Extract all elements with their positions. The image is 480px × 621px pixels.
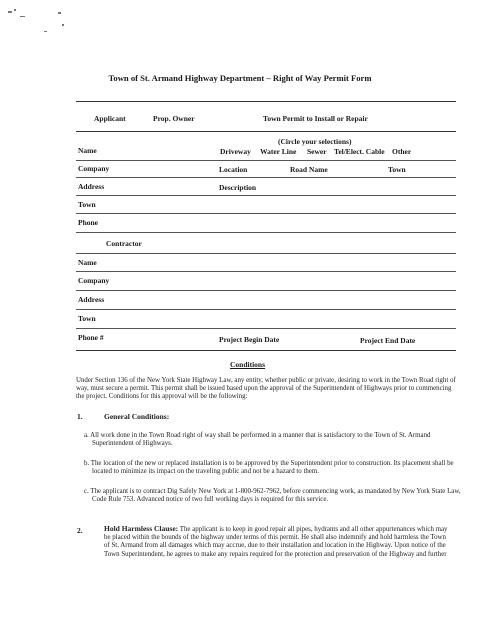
field-line bbox=[76, 160, 456, 161]
scan-speck bbox=[20, 16, 25, 17]
field-line bbox=[76, 328, 456, 329]
applicant-company-label: Company bbox=[78, 164, 110, 173]
section-2-number: 2. bbox=[77, 526, 83, 535]
field-line bbox=[76, 290, 456, 291]
contractor-phone-label: Phone # bbox=[78, 333, 104, 342]
field-line bbox=[76, 253, 456, 254]
divider bbox=[76, 131, 456, 132]
contractor-name-label: Name bbox=[78, 258, 97, 267]
location-label: Location bbox=[219, 165, 248, 174]
field-line bbox=[76, 232, 456, 233]
scan-speck bbox=[58, 12, 61, 14]
circle-instruction: (Circle your selections) bbox=[278, 137, 352, 146]
permit-to-heading: Town Permit to Install or Repair bbox=[263, 114, 368, 123]
description-label: Description bbox=[219, 183, 257, 192]
applicant-town-label: Town bbox=[78, 200, 96, 209]
option-sewer[interactable]: Sewer bbox=[307, 147, 327, 156]
scan-speck bbox=[14, 9, 16, 11]
field-line bbox=[76, 271, 456, 272]
divider bbox=[76, 350, 456, 351]
field-line bbox=[76, 177, 456, 178]
project-begin-date-label: Project Begin Date bbox=[219, 335, 280, 344]
scan-speck bbox=[62, 24, 64, 26]
option-driveway[interactable]: Driveway bbox=[220, 147, 251, 156]
applicant-address-label: Address bbox=[78, 182, 105, 191]
conditions-heading: Conditions bbox=[230, 360, 266, 369]
road-name-label: Road Name bbox=[290, 165, 328, 174]
scan-speck bbox=[8, 11, 12, 13]
form-title: Town of St. Armand Highway Department – Right of Way Permit Form bbox=[108, 73, 372, 83]
contractor-address-label: Address bbox=[78, 295, 105, 304]
section-2-heading: Hold Harmless Clause: bbox=[104, 524, 179, 533]
location-town-label: Town bbox=[388, 165, 406, 174]
condition-c: c. The applicant is to contract Dig Safely New York at 1-800-962-7962, before commencing work, as mandated by New York State Law, Code Rule 753. Advanced notice of two full working days is required for this service. bbox=[84, 488, 461, 504]
condition-b: b. The location of the new or replaced installation is to be approved by the Superintendent prior to construction. Its placement shall be located to minimize its impact on the traveling public and not be a hazard to them. bbox=[84, 460, 454, 476]
section-2-paragraph bbox=[104, 525, 450, 559]
section-1-number: 1. bbox=[77, 412, 83, 421]
divider bbox=[76, 101, 456, 102]
option-tel-cable[interactable]: Tel/Elect. Cable bbox=[334, 147, 385, 156]
option-other[interactable]: Other bbox=[392, 147, 412, 156]
applicant-heading: Applicant bbox=[94, 114, 126, 123]
field-line bbox=[76, 195, 456, 196]
applicant-name-label: Name bbox=[78, 146, 97, 155]
field-line bbox=[76, 309, 456, 310]
intro-paragraph: Under Section 136 of the New York State Highway Law, any entity, whether public or private, desiring to work in the Town Road right of way, must secure a permit. This permit shall be issued based upon the approval of the Superintendent of Highways prior to commencing the project. Conditions for this approval will be the following: bbox=[76, 377, 456, 401]
option-water-line[interactable]: Water Line bbox=[260, 147, 297, 156]
section-1-heading: General Conditions: bbox=[104, 412, 170, 421]
applicant-phone-label: Phone bbox=[78, 218, 99, 227]
contractor-town-label: Town bbox=[78, 314, 96, 323]
scan-speck bbox=[44, 31, 47, 32]
condition-a: a. All work done in the Town Road right of way shall be performed in a manner that is satisfactory to the Town of St. Armand Superintendent of Highways. bbox=[84, 432, 431, 448]
contractor-heading: Contractor bbox=[106, 239, 142, 248]
field-line bbox=[76, 213, 456, 214]
project-end-date-label: Project End Date bbox=[360, 336, 416, 345]
section-2-text: The applicant is to keep in good repair all pipes, hydrants and all other appurtenances which may be placed within the bounds of the highway under terms of this permit. He shall also indemnify and hold harmless the Town of St. Armand from all damages which may accrue, due to their installation and location in the Highway. Upon notice of the Town Superintendent, he agrees to make any repairs required for the protection and preservation of the Highway and further bbox=[104, 526, 448, 558]
contractor-company-label: Company bbox=[78, 276, 110, 285]
prop-owner-heading: Prop. Owner bbox=[153, 114, 195, 123]
